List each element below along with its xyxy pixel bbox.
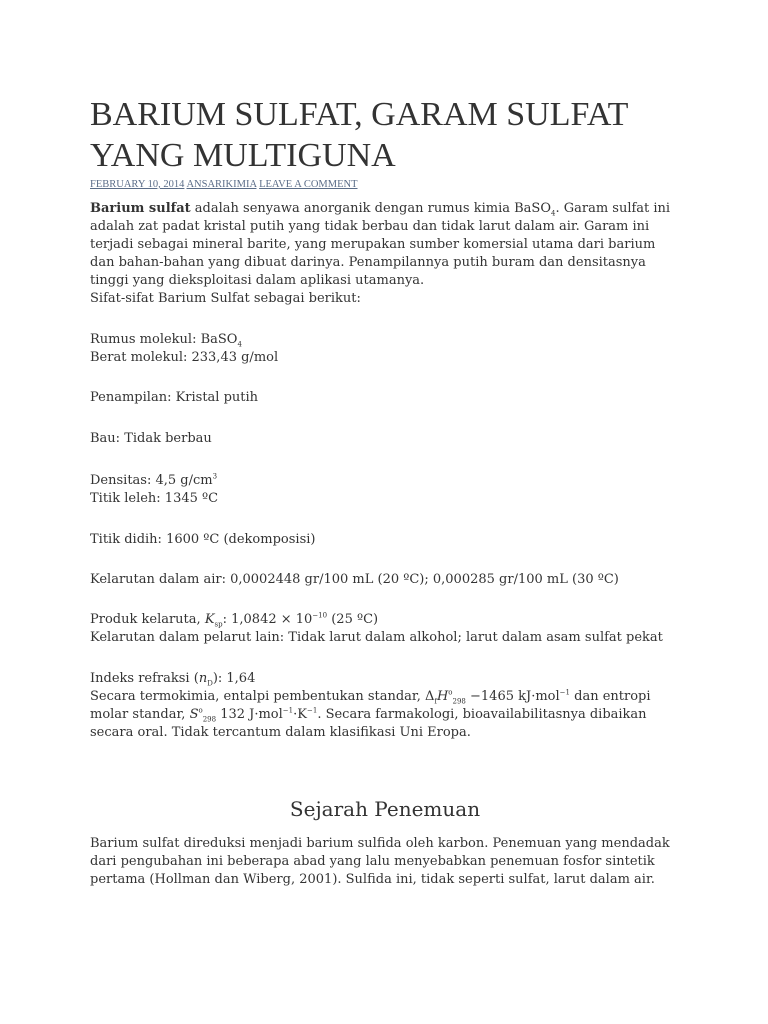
thermo-sup: o [448,688,453,697]
thermo-sup: −1 [306,706,318,715]
author-link[interactable]: ANSARIKIMIA [186,179,257,190]
ksp-symbol: K [204,612,215,627]
property-odor: Bau: Tidak berbau [90,431,212,446]
leave-comment-link[interactable]: LEAVE A COMMENT [259,179,358,190]
property-density: Densitas: 4,5 g/cm [90,473,213,488]
thermo-symbol-h: H [436,689,449,704]
property-boiling-point: Titik didih: 1600 ºC (dekomposisi) [90,532,316,547]
ksp-exponent: −10 [312,611,328,620]
formula-subscript: 4 [550,209,556,218]
ksp-suffix: (25 ºC) [327,612,379,627]
thermo-sub: 298 [202,715,217,724]
post-date-link[interactable]: FEBRUARY 10, 2014 [90,179,185,190]
thermo-text: −1465 kJ·mol [465,689,560,704]
property-refractive-and-thermo [90,670,680,742]
refractive-symbol: n [198,671,208,686]
ksp-value: : 1,0842 × 10 [222,612,313,627]
property-molar-mass: Berat molekul: 233,43 g/mol [90,350,279,365]
thermo-symbol-s: S [189,707,199,722]
thermo-sup: −1 [559,688,570,697]
ksp-label: Produk kelaruta, [90,612,205,627]
property-density-melting [90,472,680,508]
property-formula-and-mass [90,331,680,367]
section-heading: Sejarah Penemuan [289,797,481,821]
property-appearance: Penampilan: Kristal putih [90,390,259,405]
thermo-text: 132 J·mol [216,707,283,722]
formula-subscript: 4 [237,340,242,349]
intro-text: adalah senyawa anorganik dengan rumus kimia BaSO [190,201,551,216]
properties-intro: Sifat-sifat Barium Sulfat sebagai berikut: [90,291,361,306]
property-ksp-and-solubility [90,611,680,647]
bold-term: Barium sulfat [90,201,191,216]
density-superscript: 3 [212,472,218,481]
property-formula: Rumus molekul: BaSO [90,332,238,347]
refractive-label: Indeks refraksi ( [90,671,199,686]
intro-text-continued: . Garam sulfat ini adalah zat padat kristal putih yang tidak berbau dan tidak larut dalam air. Garam ini terjadi sebagai mineral barite, yang merupakan sumber komersial utama dari barium dan bahan-bahan yang dibuat darinya. Penampilannya putih buram dan densitasnya tinggi yang dieksploitasi dalam aplikasi utamanya. [90,201,671,288]
thermo-sub: 298 [452,697,466,706]
thermo-sup: o [198,706,203,715]
ksp-subscript: sp [214,620,223,629]
thermo-text: dan entropi molar standar, [90,689,651,722]
property-solubility-other: Kelarutan dalam pelarut lain: Tidak larut dalam alkohol; larut dalam asam sulfat pekat [90,630,663,645]
history-paragraph: Barium sulfat direduksi menjadi barium sulfida oleh karbon. Penemuan yang mendadak dari pengubahan ini beberapa abad yang lalu menyebabkan penemuan fosfor sintetik pertama (Hollman dan Wiberg, 2001). Sulfida ini, tidak seperti sulfat, larut dalam air. [90,836,670,887]
property-solubility-water: Kelarutan dalam air: 0,0002448 gr/100 mL (20 ºC); 0,000285 gr/100 mL (30 ºC) [90,572,619,587]
thermo-text: . Secara farmakologi, bioavailabilitasnya dibaikan secara oral. Tidak tercantum dalam klasifikasi Uni Eropa. [90,707,647,740]
thermo-sup: −1 [282,706,294,715]
refractive-subscript: D [207,679,213,688]
refractive-value: ): 1,64 [212,671,256,686]
article-title: BARIUM SULFAT, GARAM SULFAT YANG MULTIGUNA [90,96,628,174]
thermo-sub: f [434,697,437,706]
thermo-text: ·K [293,707,307,722]
property-melting-point: Titik leleh: 1345 ºC [90,491,219,506]
thermo-text: Secara termokimia, entalpi pembentukan standar, Δ [90,689,435,704]
intro-paragraph [90,200,680,308]
post-meta [90,178,358,192]
